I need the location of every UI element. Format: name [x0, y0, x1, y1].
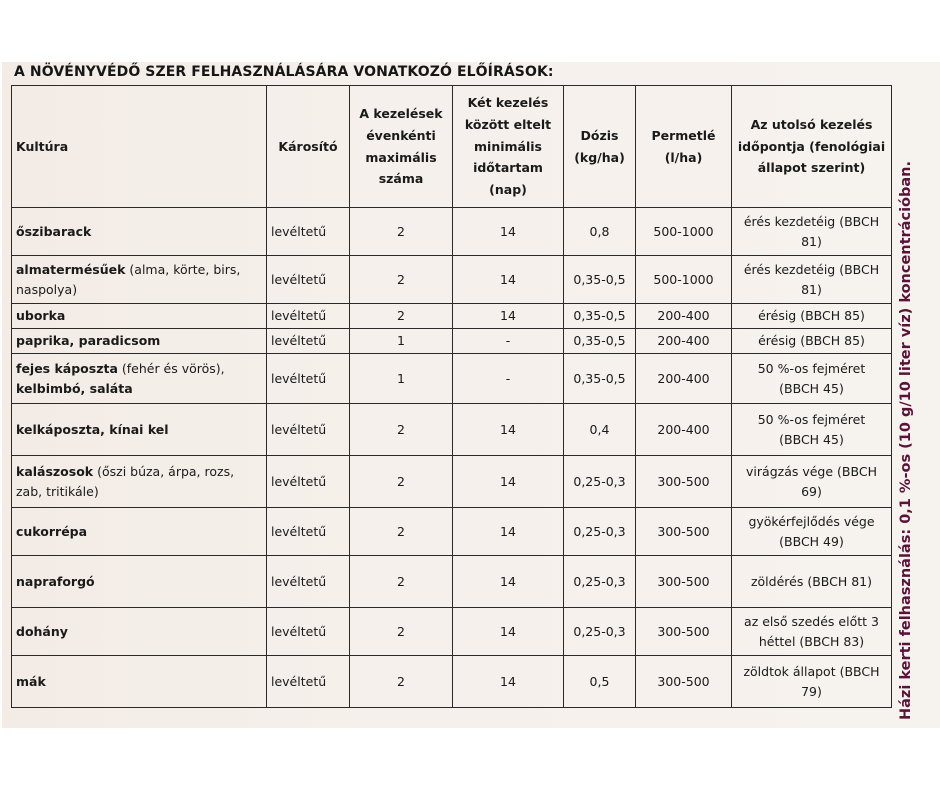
cell-last-treatment: virágzás vége (BBCH 69) — [732, 456, 892, 508]
cell-spray-volume: 300-500 — [636, 608, 732, 656]
table-row — [12, 508, 892, 556]
cell-pest: levéltetű — [267, 256, 350, 304]
cell-spray-volume: 200-400 — [636, 329, 732, 354]
header-dose: Dózis (kg/ha) — [564, 86, 636, 208]
crop-name: dohány — [16, 623, 68, 639]
cell-spray-volume: 500-1000 — [636, 256, 732, 304]
cell-pest: levéltetű — [267, 354, 350, 404]
cell-max-treatments: 2 — [350, 656, 453, 708]
cell-last-treatment: érés kezdetéig (BBCH 81) — [732, 208, 892, 256]
cell-last-treatment: az első szedés előtt 3 héttel (BBCH 83) — [732, 608, 892, 656]
cell-spray-volume: 300-500 — [636, 456, 732, 508]
cell-min-interval: - — [453, 354, 564, 404]
cell-last-treatment: zöldtok állapot (BBCH 79) — [732, 656, 892, 708]
cell-pest: levéltetű — [267, 304, 350, 329]
usage-table — [11, 85, 892, 708]
cell-min-interval: 14 — [453, 256, 564, 304]
cell-last-treatment: 50 %-os fejméret (BBCH 45) — [732, 404, 892, 456]
cell-dose: 0,8 — [564, 208, 636, 256]
cell-dose: 0,35-0,5 — [564, 304, 636, 329]
cell-spray-volume: 200-400 — [636, 354, 732, 404]
cell-max-treatments: 2 — [350, 456, 453, 508]
header-max-treatments: A kezelések évenkénti maximális száma — [350, 86, 453, 208]
crop-name: kelkáposzta, kínai kel — [16, 421, 169, 437]
cell-pest: levéltetű — [267, 208, 350, 256]
table-row — [12, 656, 892, 708]
cell-min-interval: 14 — [453, 656, 564, 708]
cell-max-treatments: 1 — [350, 354, 453, 404]
table-row — [12, 404, 892, 456]
cell-dose: 0,25-0,3 — [564, 556, 636, 608]
cell-crop — [12, 556, 267, 608]
cell-crop — [12, 208, 267, 256]
cell-dose: 0,25-0,3 — [564, 508, 636, 556]
cell-crop — [12, 508, 267, 556]
header-last-treatment: Az utolsó kezelés időpontja (fenológiai állapot szerint) — [732, 86, 892, 208]
cell-crop — [12, 329, 267, 354]
crop-name: almatermésűek — [16, 262, 126, 278]
cell-spray-volume: 300-500 — [636, 508, 732, 556]
cell-min-interval: 14 — [453, 404, 564, 456]
cell-pest: levéltetű — [267, 556, 350, 608]
table-row — [12, 208, 892, 256]
cell-crop — [12, 304, 267, 329]
cell-spray-volume: 300-500 — [636, 656, 732, 708]
crop-name: napraforgó — [16, 573, 95, 589]
cell-min-interval: 14 — [453, 508, 564, 556]
cell-crop — [12, 608, 267, 656]
cell-max-treatments: 2 — [350, 304, 453, 329]
crop-name-2: kelbimbó, saláta — [16, 380, 133, 396]
cell-pest: levéltetű — [267, 456, 350, 508]
table-row — [12, 329, 892, 354]
cell-last-treatment: 50 %-os fejméret (BBCH 45) — [732, 354, 892, 404]
cell-max-treatments: 2 — [350, 256, 453, 304]
crop-name: paprika, paradicsom — [16, 333, 161, 349]
table-row — [12, 256, 892, 304]
cell-min-interval: - — [453, 329, 564, 354]
cell-crop — [12, 354, 267, 404]
cell-max-treatments: 2 — [350, 208, 453, 256]
cell-pest: levéltetű — [267, 329, 350, 354]
crop-name: cukorrépa — [16, 523, 88, 539]
cell-pest: levéltetű — [267, 608, 350, 656]
cell-max-treatments: 2 — [350, 404, 453, 456]
table-row — [12, 608, 892, 656]
crop-name: fejes káposzta — [16, 361, 118, 377]
home-garden-note: Házi kerti felhasználás: 0,1 %-os (10 g/10 liter víz) koncentrációban. — [898, 161, 914, 720]
cell-last-treatment: gyökérfejlődés vége (BBCH 49) — [732, 508, 892, 556]
cell-dose: 0,5 — [564, 656, 636, 708]
cell-min-interval: 14 — [453, 608, 564, 656]
cell-spray-volume: 500-1000 — [636, 208, 732, 256]
crop-name: mák — [16, 673, 46, 689]
crop-note: (őszi búza, árpa, rozs, zab, tritikále) — [16, 464, 235, 499]
cell-spray-volume: 300-500 — [636, 556, 732, 608]
cell-pest: levéltetű — [267, 404, 350, 456]
cell-max-treatments: 2 — [350, 556, 453, 608]
cell-spray-volume: 200-400 — [636, 304, 732, 329]
cell-pest: levéltetű — [267, 508, 350, 556]
cell-crop — [12, 404, 267, 456]
cell-dose: 0,35-0,5 — [564, 354, 636, 404]
cell-dose: 0,25-0,3 — [564, 608, 636, 656]
cell-spray-volume: 200-400 — [636, 404, 732, 456]
header-karosito: Károsító — [267, 86, 350, 208]
cell-last-treatment: érésig (BBCH 85) — [732, 329, 892, 354]
cell-crop — [12, 656, 267, 708]
cell-last-treatment: érésig (BBCH 85) — [732, 304, 892, 329]
cell-crop — [12, 256, 267, 304]
cell-min-interval: 14 — [453, 304, 564, 329]
cell-min-interval: 14 — [453, 456, 564, 508]
table-row — [12, 354, 892, 404]
document-title: A NÖVÉNYVÉDŐ SZER FELHASZNÁLÁSÁRA VONATKOZÓ ELŐÍRÁSOK: — [14, 64, 554, 80]
cell-crop — [12, 456, 267, 508]
header-spray-volume: Permetlé (l/ha) — [636, 86, 732, 208]
cell-max-treatments: 1 — [350, 329, 453, 354]
cell-dose: 0,35-0,5 — [564, 329, 636, 354]
table-row — [12, 456, 892, 508]
crop-name: kalászosok — [16, 464, 94, 480]
crop-note: (fehér és vörös), — [117, 361, 225, 377]
crop-name: őszibarack — [16, 223, 92, 239]
cell-dose: 0,25-0,3 — [564, 456, 636, 508]
table-row — [12, 556, 892, 608]
cell-last-treatment: érés kezdetéig (BBCH 81) — [732, 256, 892, 304]
table-header-row — [12, 86, 892, 208]
header-kultura: Kultúra — [12, 86, 267, 208]
cell-min-interval: 14 — [453, 556, 564, 608]
cell-last-treatment: zöldérés (BBCH 81) — [732, 556, 892, 608]
cell-max-treatments: 2 — [350, 608, 453, 656]
cell-pest: levéltetű — [267, 656, 350, 708]
header-min-interval: Két kezelés között eltelt minimális időtartam (nap) — [453, 86, 564, 208]
cell-dose: 0,4 — [564, 404, 636, 456]
crop-name: uborka — [16, 308, 66, 324]
cell-dose: 0,35-0,5 — [564, 256, 636, 304]
crop-note: (alma, körte, birs, naspolya) — [16, 262, 241, 297]
cell-min-interval: 14 — [453, 208, 564, 256]
table-row — [12, 304, 892, 329]
cell-max-treatments: 2 — [350, 508, 453, 556]
